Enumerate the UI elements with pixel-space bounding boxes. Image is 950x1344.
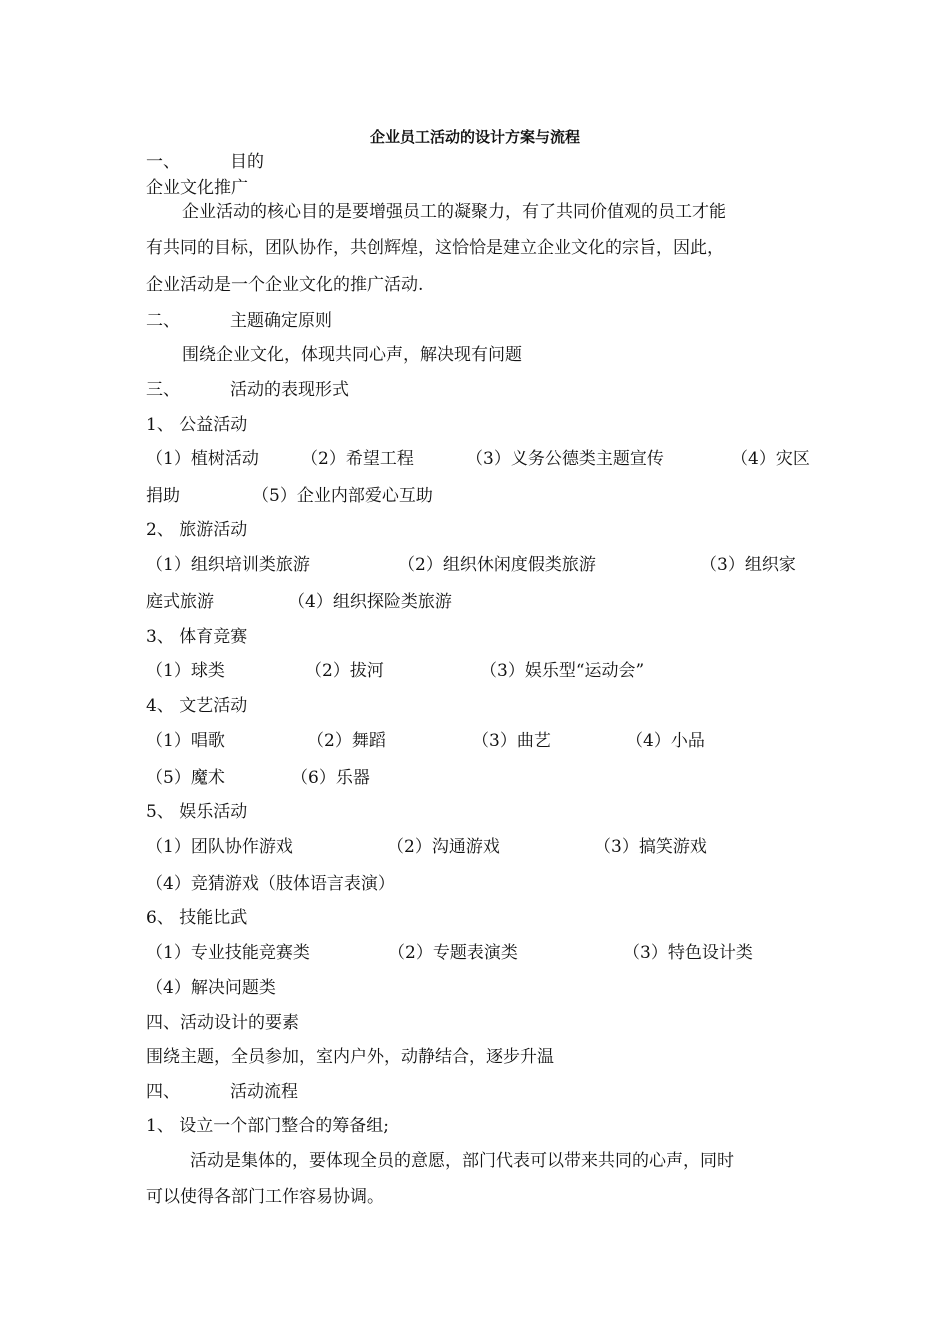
list-item: （3）义务公德类主题宣传 (466, 449, 664, 469)
list-item: （2）拔河 (305, 661, 384, 681)
section-number: 三、 (146, 380, 180, 400)
list-heading: 3、 体育竞赛 (146, 627, 248, 647)
list-heading: 6、 技能比武 (146, 908, 248, 928)
list-heading: 4、 文艺活动 (146, 696, 248, 716)
list-heading: 2、 旅游活动 (146, 520, 248, 540)
list-item: （4）竞猜游戏（肢体语言表演） (146, 874, 395, 894)
list-item: （4）组织探险类旅游 (288, 592, 452, 612)
list-item: （5）企业内部爱心互助 (252, 486, 433, 506)
paragraph-line: 围绕企业文化，体现共同心声，解决现有问题 (182, 345, 522, 365)
list-item: （1）植树活动 (146, 449, 259, 469)
list-heading: 1、 设立一个部门整合的筹备组; (146, 1116, 389, 1136)
list-item: （5）魔术 (146, 768, 225, 788)
paragraph-line: 企业活动的核心目的是要增强员工的凝聚力，有了共同价值观的员工才能 (182, 202, 726, 222)
section-heading-forms (146, 378, 349, 402)
list-item: （3）搞笑游戏 (594, 837, 707, 857)
section-number: 四、 (146, 1082, 180, 1102)
list-item: （3）特色设计类 (623, 943, 753, 963)
section-label: 活动流程 (230, 1082, 298, 1102)
list-item: （2）组织休闲度假类旅游 (398, 555, 596, 575)
paragraph-line: 有共同的目标，团队协作，共创辉煌，这恰恰是建立企业文化的宗旨，因此， (146, 238, 724, 258)
list-item: （1）组织培训类旅游 (146, 555, 310, 575)
paragraph-line: 围绕主题，全员参加，室内户外，动静结合，逐步升温 (146, 1047, 554, 1067)
section-number: 二、 (146, 311, 180, 331)
list-item: （3）曲艺 (472, 731, 551, 751)
document-title: 企业员工活动的设计方案与流程 (369, 128, 580, 146)
paragraph-line: 活动是集体的，要体现全员的意愿，部门代表可以带来共同的心声，同时 (190, 1151, 734, 1171)
list-item: （4）解决问题类 (146, 978, 276, 998)
list-item: （1）团队协作游戏 (146, 837, 293, 857)
list-item: （1）球类 (146, 661, 225, 681)
list-item: （2）希望工程 (301, 449, 414, 469)
section-label: 主题确定原则 (230, 311, 332, 331)
list-item: （1）唱歌 (146, 731, 225, 751)
list-item: 捐助 (146, 486, 180, 506)
paragraph-line: 企业活动是一个企业文化的推广活动. (146, 275, 424, 295)
list-heading: 5、 娱乐活动 (146, 802, 248, 822)
paragraph-line: 可以使得各部门工作容易协调。 (146, 1187, 384, 1207)
section-heading-purpose (146, 150, 264, 174)
section-label: 活动的表现形式 (230, 380, 349, 400)
list-heading: 1、 公益活动 (146, 415, 248, 435)
list-item: （4）小品 (626, 731, 705, 751)
list-item: 庭式旅游 (146, 592, 214, 612)
list-item: （4）灾区 (731, 449, 810, 469)
list-item: （3）娱乐型“运动会” (480, 661, 645, 681)
section-label: 目的 (230, 152, 264, 172)
list-item: （1）专业技能竞赛类 (146, 943, 310, 963)
list-item: （6）乐器 (291, 768, 370, 788)
list-item: （2）专题表演类 (388, 943, 518, 963)
section-number: 一、 (146, 152, 180, 172)
section-heading-process (146, 1080, 298, 1104)
list-item: （3）组织家 (700, 555, 796, 575)
list-item: （2）沟通游戏 (387, 837, 500, 857)
subheading-culture: 企业文化推广 (146, 178, 248, 198)
list-item: （2）舞蹈 (307, 731, 386, 751)
section-heading-elements: 四、活动设计的要素 (146, 1013, 299, 1033)
section-heading-theme (146, 309, 332, 333)
